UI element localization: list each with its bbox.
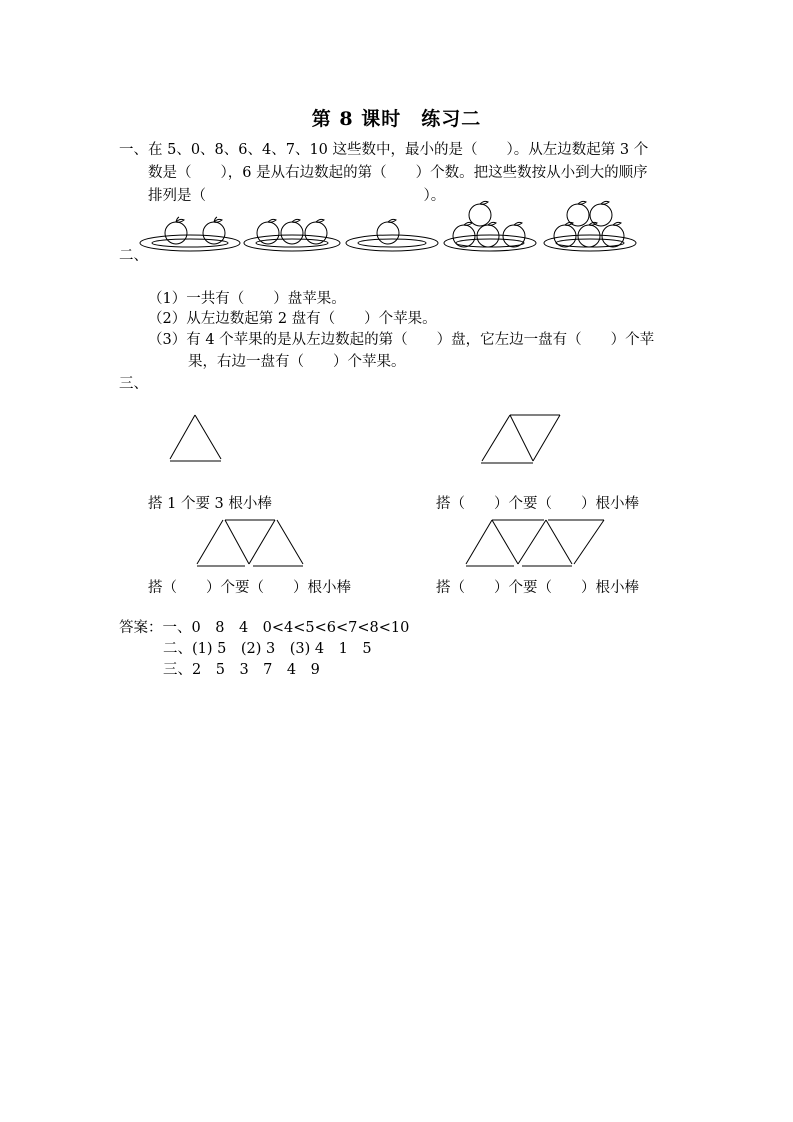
apple-icon	[469, 201, 491, 226]
q2-label: 二、	[119, 248, 148, 264]
q1-line3: 排列是（ ）。	[148, 188, 446, 204]
q1-line1: 一、在 5、0、8、6、4、7、10 这些数中，最小的是（ ）。从左边数起第 3 个	[119, 142, 649, 158]
q2-sub2: （2）从左边数起第 2 盘有（ ）个苹果。	[148, 311, 437, 327]
plate-1	[140, 217, 240, 251]
plate-2	[244, 219, 340, 251]
q3-caption-4: 搭（ ）个要（ ）根小棒	[436, 580, 639, 596]
q2-sub1: （1）一共有（ ）盘苹果。	[148, 291, 346, 307]
apple-icon	[377, 219, 399, 244]
plate-3	[346, 219, 438, 251]
answers-line3: 三、2 5 3 7 4 9	[163, 662, 320, 678]
q2-sub3-line1: （3）有 4 个苹果的是从左边数起的第（ ）盘，它左边一盘有（ ）个苹	[148, 332, 655, 348]
apple-icon	[453, 222, 475, 247]
apple-plates-figure	[140, 200, 700, 260]
five-triangles-figure	[464, 516, 609, 571]
plate-4	[444, 201, 536, 251]
q2-sub3-line2: 果，右边一盘有（ ）个苹果。	[188, 354, 406, 370]
apple-icon	[554, 222, 576, 247]
two-triangles-figure	[478, 411, 563, 466]
q3-caption-1: 搭 1 个要 3 根小棒	[148, 496, 272, 512]
q3-caption-2: 搭（ ）个要（ ）根小棒	[436, 496, 639, 512]
q1-line2: 数是（ ），6 是从右边数起的第（ ）个数。把这些数按从小到大的顺序	[148, 165, 648, 181]
three-triangles-figure	[195, 516, 310, 571]
answers-line1: 答案：一、0 8 4 0<4<5<6<7<8<10	[119, 620, 410, 636]
plate-5	[544, 201, 636, 251]
q3-caption-3: 搭（ ）个要（ ）根小棒	[148, 580, 351, 596]
apple-icon	[602, 222, 624, 247]
q3-label: 三、	[119, 376, 148, 392]
apple-icon	[503, 222, 525, 247]
answers-line2: 二、(1) 5 (2) 3 (3) 4 1 5	[163, 641, 372, 657]
one-triangle-figure	[168, 413, 228, 463]
page-title: 第 8 课时 练习二	[311, 108, 482, 130]
apple-icon	[281, 219, 303, 244]
